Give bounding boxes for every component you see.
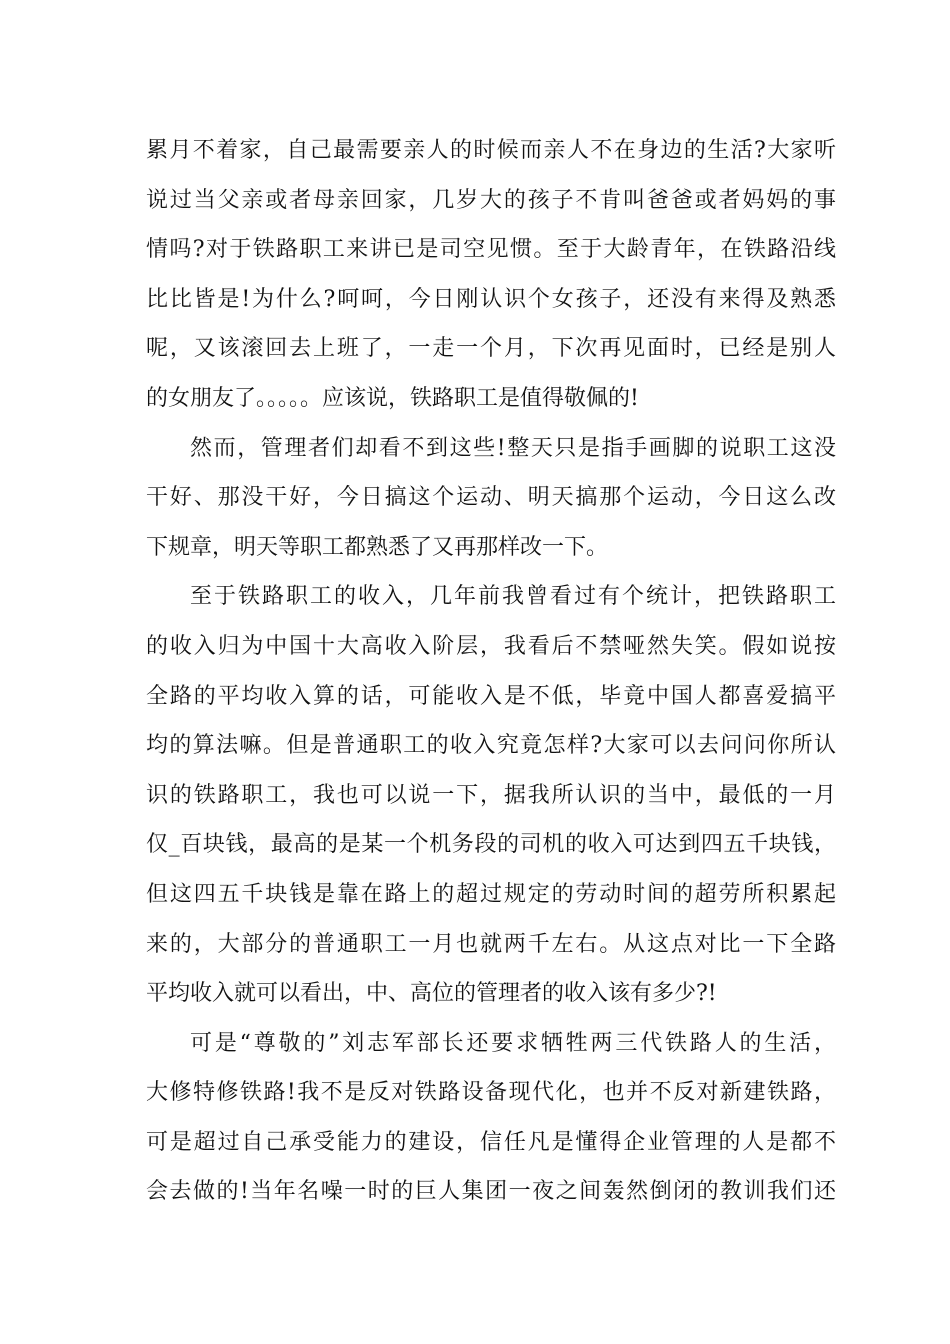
text-line: 来的，大部分的普通职工一月也就两千左右。从这点对比一下全路 <box>146 931 836 957</box>
text-line: 大修特修铁路!我不是反对铁路设备现代化，也并不反对新建铁路， <box>146 1080 836 1106</box>
text-line: 仅_百块钱，最高的是某一个机务段的司机的收入可达到四五千块钱， <box>146 832 836 858</box>
text-line: 会去做的!当年名噪一时的巨人集团一夜之间轰然倒闭的教训我们还 <box>146 1179 836 1205</box>
text-line: 的女朋友了。。。。。应该说，铁路职工是值得敬佩的! <box>146 385 639 411</box>
text-line: 干好、那没干好，今日搞这个运动、明天搞那个运动，今日这么改 <box>146 485 836 511</box>
paragraph-3 <box>146 572 836 1018</box>
text-line: 呢，又该滚回去上班了，一走一个月，下次再见面时，已经是别人 <box>146 336 836 362</box>
text-line: 可是“尊敬的”刘志军部长还要求牺牲两三代铁路人的生活， <box>190 1030 836 1056</box>
text-line: 至于铁路职工的收入，几年前我曾看过有个统计，把铁路职工 <box>190 584 836 610</box>
text-line: 然而，管理者们却看不到这些!整天只是指手画脚的说职工这没 <box>190 435 836 461</box>
text-line: 累月不着家，自己最需要亲人的时候而亲人不在身边的生活?大家听 <box>146 138 836 163</box>
text-line: 全路的平均收入算的话，可能收入是不低，毕竟中国人都喜爱搞平 <box>146 683 836 709</box>
text-line: 识的铁路职工，我也可以说一下，据我所认识的当中，最低的一月 <box>146 782 836 808</box>
paragraph-4 <box>146 1019 836 1217</box>
text-line: 均的算法嘛。但是普通职工的收入究竟怎样?大家可以去问问你所认 <box>146 733 836 759</box>
body-text <box>146 126 836 1217</box>
text-line: 的收入归为中国十大高收入阶层，我看后不禁哑然失笑。假如说按 <box>146 633 836 659</box>
paragraph-1 <box>146 126 836 424</box>
text-line: 比比皆是!为什么?呵呵，今日刚认识个女孩子，还没有来得及熟悉 <box>146 286 836 312</box>
paragraph-2 <box>146 424 836 573</box>
text-line: 可是超过自己承受能力的建设，信任凡是懂得企业管理的人是都不 <box>146 1129 836 1155</box>
text-line: 情吗?对于铁路职工来讲已是司空见惯。至于大龄青年，在铁路沿线 <box>146 237 836 263</box>
text-line: 下规章，明天等职工都熟悉了又再那样改一下。 <box>146 534 609 560</box>
text-line: 说过当父亲或者母亲回家，几岁大的孩子不肯叫爸爸或者妈妈的事 <box>146 187 836 213</box>
text-line: 平均收入就可以看出，中、高位的管理者的收入该有多少?! <box>146 981 717 1007</box>
text-line: 但这四五千块钱是靠在路上的超过规定的劳动时间的超劳所积累起 <box>146 881 836 907</box>
